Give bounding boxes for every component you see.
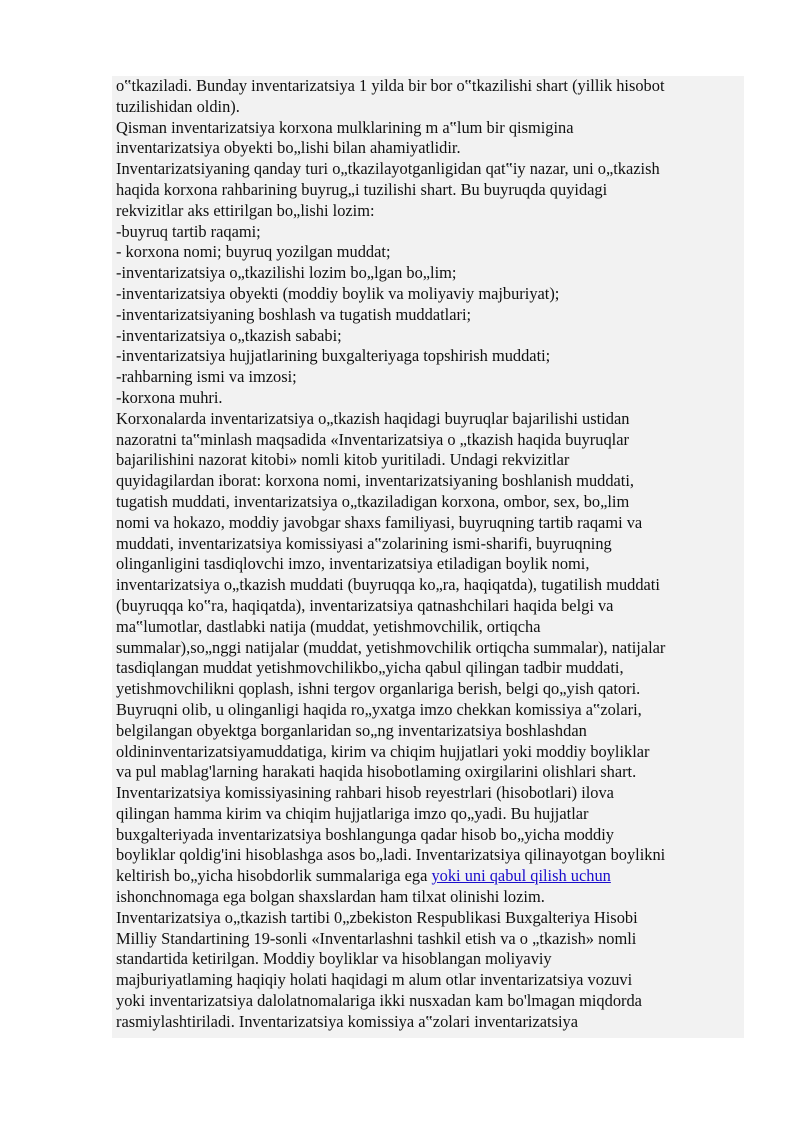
- text-line: nomi va hokazo, moddiy javobgar shaxs familiyasi, buyruqning tartib raqami va: [116, 512, 643, 532]
- list-item: -rahbarning ismi va imzosi;: [116, 367, 297, 387]
- list-item: -inventarizatsiyaning boshlash va tugatish muddatlari;: [116, 304, 472, 324]
- text-line: olinganligini tasdiqlovchi imzo, inventarizatsiya etiladigan boylik nomi,: [116, 554, 590, 574]
- text-line: boyliklar qoldig'ini hisoblashga asos bo„ladi. Inventarizatsiya qilinayotgan boylikni: [116, 845, 666, 865]
- text-line: yetishmovchilikni qoplash, ishni tergov organlariga berish, belgi qo„yish qatori.: [116, 679, 641, 699]
- text-line: ishonchnomaga ega bolgan shaxslardan ham tilxat olinishi lozim.: [116, 887, 545, 907]
- list-item: - korxona nomi; buyruq yozilgan muddat;: [116, 242, 391, 262]
- text-line: Inventarizatsiya komissiyasining rahbari hisob reyestrlari (hisobotlari) ilova: [116, 783, 614, 803]
- list-item: -inventarizatsiya o„tkazish sababi;: [116, 325, 342, 345]
- text-line: tasdiqlangan muddat yetishmovchilikbo„yicha qabul qilingan tadbir muddati,: [116, 658, 624, 678]
- text-line: qilingan hamma kirim va chiqim hujjatlariga imzo qo„yadi. Bu hujjatlar: [116, 803, 589, 823]
- text-line-with-link: [116, 866, 740, 887]
- text-line: yoki inventarizatsiya dalolatnomalariga ikki nusxadan kam bo'lmagan miqdorda: [116, 991, 642, 1011]
- text-line: oldininventarizatsiyamuddatiga, kirim va chiqim hujjatlari yoki moddiy boyliklar: [116, 741, 650, 761]
- text-line: haqida korxona rahbarining buyrug„i tuzilishi shart. Bu buyruqda quyidagi: [116, 179, 608, 199]
- text-line: Inventarizatsiyaning qanday turi o„tkazilayotganligidan qat‟iy nazar, uni o„tkazish: [116, 159, 660, 179]
- document-body: [116, 76, 740, 1033]
- text-line: Korxonalarda inventarizatsiya o„tkazish haqidagi buyruqlar bajarilishi ustidan: [116, 408, 630, 428]
- text-line: standartida ketirilgan. Moddiy boyliklar va hisoblangan moliyaviy: [116, 949, 552, 969]
- text-line: ma‟lumotlar, dastlabki natija (muddat, yetishmovchilik, ortiqcha: [116, 616, 541, 636]
- link-line-before: keltirish bo„yicha hisobdorlik summalariga ega: [116, 866, 432, 886]
- text-line: muddati, inventarizatsiya komissiyasi a‟zolarining ismi-sharifi, buyruqning: [116, 533, 612, 553]
- text-line: nazoratni ta‟minlash maqsadida «Inventarizatsiya o „tkazish haqida buyruqlar: [116, 429, 629, 449]
- text-line: Inventarizatsiya o„tkazish tartibi 0„zbekiston Respublikasi Buxgalteriya Hisobi: [116, 907, 638, 927]
- text-line: va pul mablag'larning harakati haqida hisobotlaming oxirgilarini olishlari shart.: [116, 762, 637, 782]
- text-line: o‟tkaziladi. Bunday inventarizatsiya 1 yilda bir bor o‟tkazilishi shart (yillik hisobot: [116, 76, 665, 95]
- text-line: belgilangan obyektga borganlaridan so„ng inventarizatsiya boshlashdan: [116, 720, 587, 740]
- text-line: tuzilishidan oldin).: [116, 96, 240, 116]
- list-item: -buyruq tartib raqami;: [116, 221, 261, 241]
- text-line: inventarizatsiya obyekti bo„lishi bilan ahamiyatlidir.: [116, 138, 461, 158]
- text-line: Milliy Standartining 19-sonli «Inventarlashni tashkil etish va o „tkazish» nomli: [116, 928, 637, 948]
- text-line: summalar),so„nggi natijalar (muddat, yetishmovchilik ortiqcha summalar), natijalar: [116, 637, 666, 657]
- list-item: -inventarizatsiya obyekti (moddiy boylik va moliyaviy majburiyat);: [116, 283, 560, 303]
- text-line: buxgalteriyada inventarizatsiya boshlangunga qadar hisob bo„yicha moddiy: [116, 824, 614, 844]
- list-item: -inventarizatsiya o„tkazilishi lozim bo„lgan bo„lim;: [116, 263, 457, 283]
- text-line: majburiyatlaming haqiqiy holati haqidagi m alum otlar inventarizatsiya vozuvi: [116, 970, 633, 990]
- text-line: rekvizitlar aks ettirilgan bo„lishi lozim:: [116, 200, 375, 220]
- text-line: inventarizatsiya o„tkazish muddati (buyruqqa ko„ra, haqiqatda), tugatilish muddati: [116, 575, 660, 595]
- text-line: Buyruqni olib, u olinganligi haqida ro„yxatga imzo chekkan komissiya a‟zolari,: [116, 699, 642, 719]
- text-line: Qisman inventarizatsiya korxona mulklarining m a‟lum bir qismigina: [116, 117, 574, 137]
- document-link[interactable]: yoki uni qabul qilish uchun: [431, 866, 611, 886]
- text-line: bajarilishini nazorat kitobi» nomli kitob yuritiladi. Undagi rekvizitlar: [116, 450, 570, 470]
- text-line: rasmiylashtiriladi. Inventarizatsiya komissiya a‟zolari inventarizatsiya: [116, 1011, 578, 1031]
- text-line: tugatish muddati, inventarizatsiya o„tkaziladigan korxona, ombor, sex, bo„lim: [116, 491, 630, 511]
- list-item: -korxona muhri.: [116, 387, 223, 407]
- text-line: (buyruqqa ko‟ra, haqiqatda), inventarizatsiya qatnashchilari haqida belgi va: [116, 595, 614, 615]
- list-item: -inventarizatsiya hujjatlarining buxgalteriyaga topshirish muddati;: [116, 346, 551, 366]
- text-line: quyidagilardan iborat: korxona nomi, inventarizatsiyaning boshlanish muddati,: [116, 471, 635, 491]
